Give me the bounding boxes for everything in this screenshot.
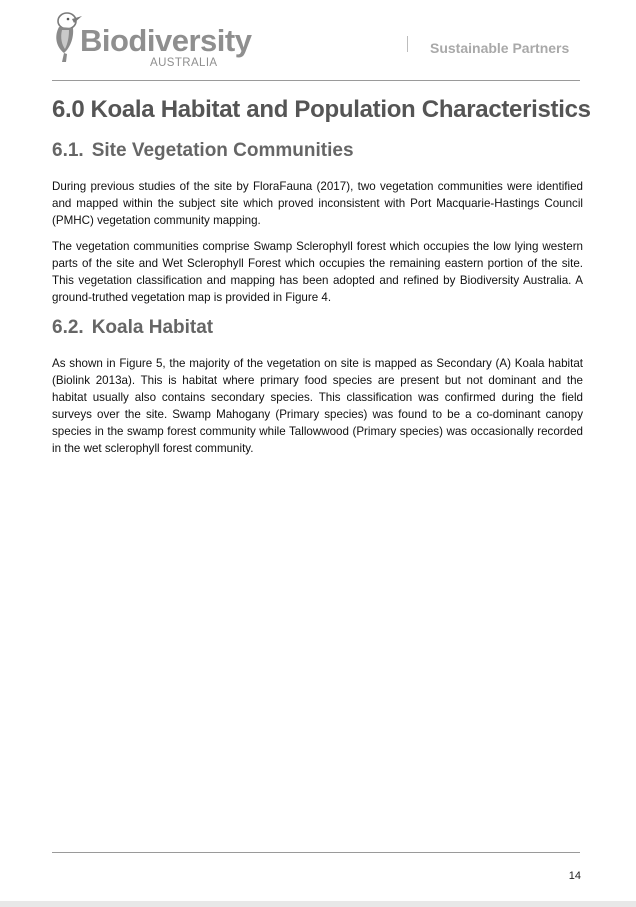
logo-wordmark: Biodiversity <box>80 23 252 58</box>
footer-rule <box>52 852 580 853</box>
section-title: Koala Habitat and Population Characteristics <box>90 96 591 123</box>
paragraph: During previous studies of the site by FloraFauna (2017), two vegetation communities were identified and mapped within the subject site which proved inconsistent with Port Macquarie-Hastings Council (PMHC) vegetation community mapping. <box>52 180 583 227</box>
subsection-number: 6.2. <box>52 317 84 338</box>
header-divider <box>407 36 408 52</box>
header-rule <box>52 80 580 81</box>
section-number: 6.0 <box>52 96 85 123</box>
subsection-title: Site Vegetation Communities <box>91 140 354 161</box>
subsection-number: 6.1. <box>52 140 84 161</box>
section-heading <box>52 94 591 126</box>
subsection-title: Koala Habitat <box>91 317 214 338</box>
page-edge <box>0 901 636 907</box>
subsection-heading-site-vegetation <box>52 138 583 164</box>
biodiversity-australia-logo <box>52 10 252 72</box>
paragraph: The vegetation communities comprise Swamp Sclerophyll forest which occupies the low lying western parts of the site and Wet Sclerophyll Forest which occupies the remaining eastern portion of the site. This vegetation classification and mapping has been adopted and refined by Biodiversity Australia. A ground-truthed vegetation map is provided in Figure 4. <box>52 240 583 304</box>
page-content <box>52 94 591 457</box>
kookaburra-bird-icon <box>52 10 82 62</box>
paragraph: As shown in Figure 5, the majority of the vegetation on site is mapped as Secondary (A) Koala habitat (Biolink 2013a). This is habitat where primary food species are present but not dominant and the habitat usually also contains secondary species. This classification was confirmed during the field surveys over the site. Swamp Mahogany (Primary species) was found to be a co-dominant canopy species in the swamp forest community while Tallowwood (Primary species) was occasionally recorded in the wet sclerophyll forest community. <box>52 357 583 455</box>
header-tagline: Sustainable Partners <box>430 40 570 56</box>
logo-subtitle: AUSTRALIA <box>150 57 218 69</box>
subsection-heading-koala-habitat <box>52 315 583 341</box>
page-number: 14 <box>568 870 581 882</box>
